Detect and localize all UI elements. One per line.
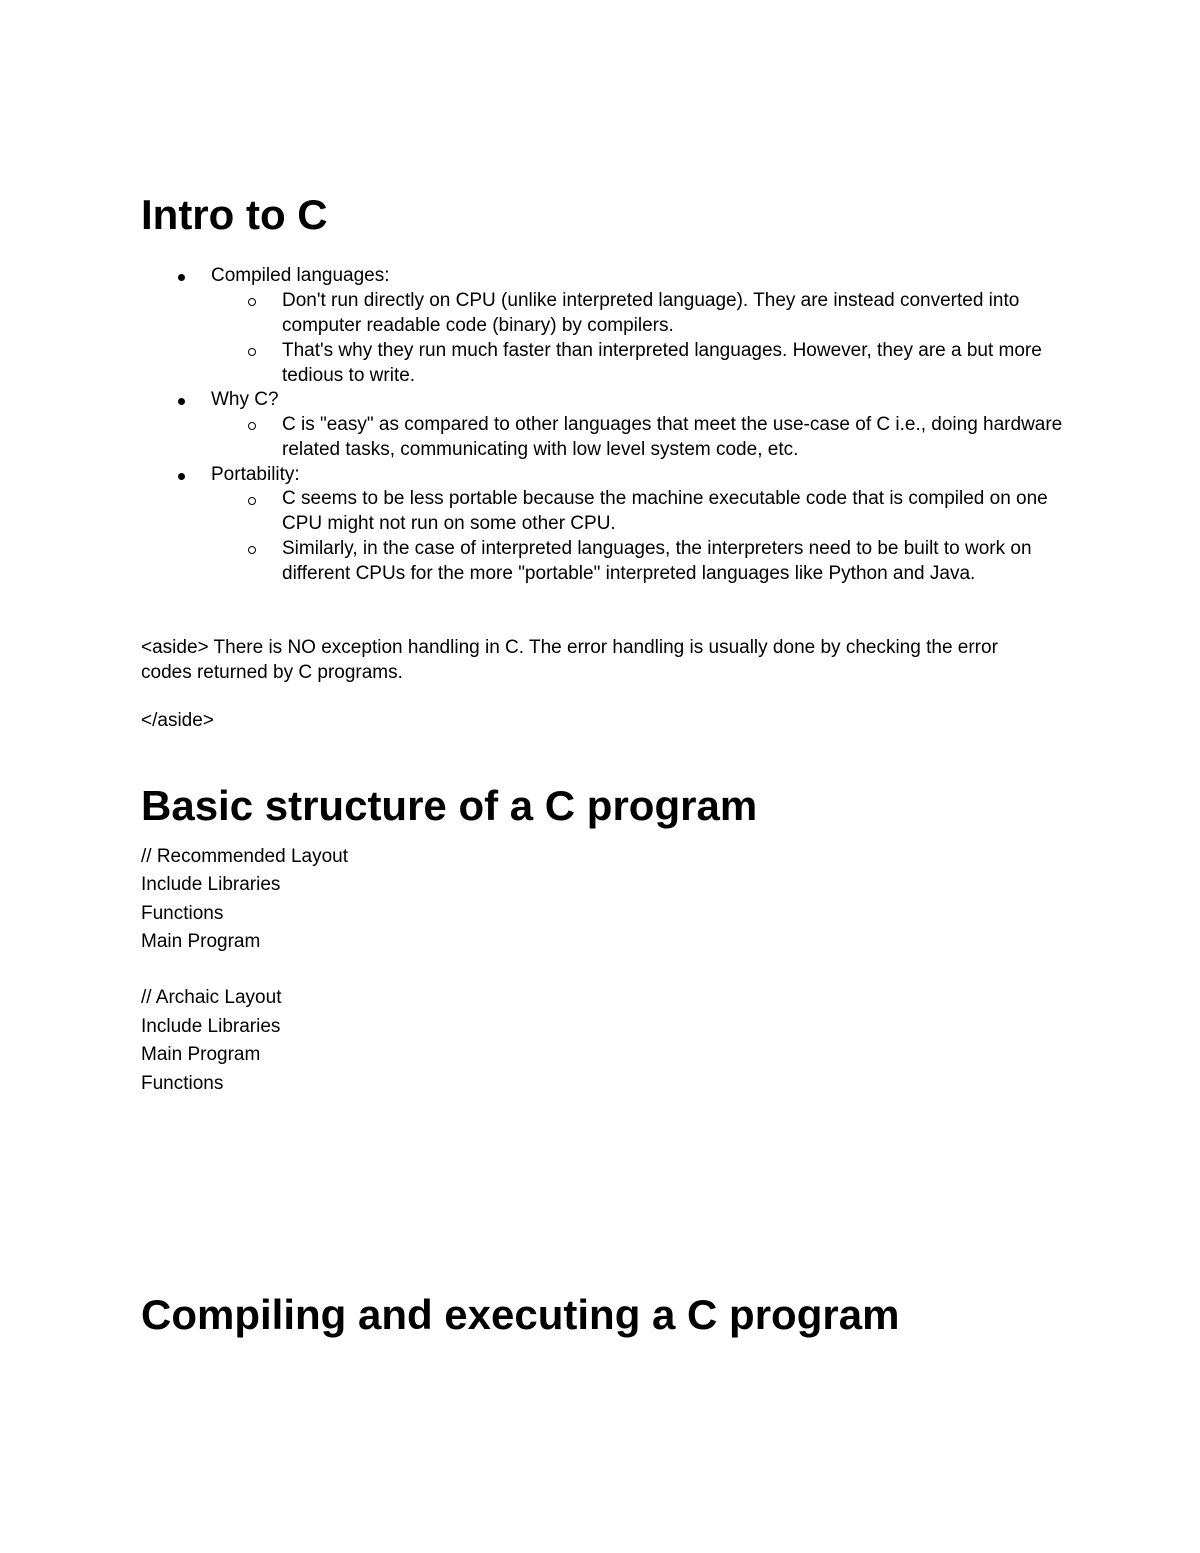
structure-line: // Archaic Layout — [141, 987, 282, 1008]
aside-close-tag: </aside> — [141, 710, 214, 731]
structure-line: Main Program — [141, 1044, 261, 1065]
bullet-circle — [248, 497, 256, 505]
structure-line: Functions — [141, 903, 224, 924]
bullet-dot — [178, 473, 185, 480]
list-item-portability: Portability: — [211, 464, 300, 485]
heading-compiling: Compiling and executing a C program — [141, 1291, 900, 1338]
sub-item-compiled-1: Don't run directly on CPU (unlike interpreted language). They are instead converted into computer readable code (binary) by compilers. — [282, 290, 1020, 336]
heading-intro: Intro to C — [141, 191, 328, 238]
sub-item-compiled-2: That's why they run much faster than interpreted languages. However, they are a but more tedious to write. — [282, 340, 1042, 386]
structure-line: Include Libraries — [141, 1016, 281, 1037]
aside-note: <aside> There is NO exception handling in C. The error handling is usually done by checking the error codes returned by C programs. — [141, 637, 998, 683]
bullet-circle — [248, 348, 256, 356]
list-item-why-c: Why C? — [211, 389, 279, 410]
bullet-dot — [178, 398, 185, 405]
structure-line: // Recommended Layout — [141, 846, 349, 867]
bullet-dot — [178, 274, 185, 281]
sub-item-portability-2: Similarly, in the case of interpreted languages, the interpreters need to be built to work on different CPUs for the more "portable" interpreted languages like Python and Java. — [282, 538, 1032, 584]
sub-item-why-c-1: C is "easy" as compared to other languages that meet the use-case of C i.e., doing hardware related tasks, communicating with low level system code, etc. — [282, 414, 1063, 460]
heading-basic-structure: Basic structure of a C program — [141, 782, 758, 829]
structure-line: Main Program — [141, 931, 261, 952]
bullet-circle — [248, 422, 256, 430]
bullet-circle — [248, 546, 256, 554]
structure-line: Include Libraries — [141, 874, 281, 895]
sub-item-portability-1: C seems to be less portable because the machine executable code that is compiled on one CPU might not run on some other CPU. — [282, 488, 1048, 534]
structure-line: Functions — [141, 1073, 224, 1094]
list-item-compiled-languages: Compiled languages: — [211, 265, 390, 286]
bullet-circle — [248, 298, 256, 306]
